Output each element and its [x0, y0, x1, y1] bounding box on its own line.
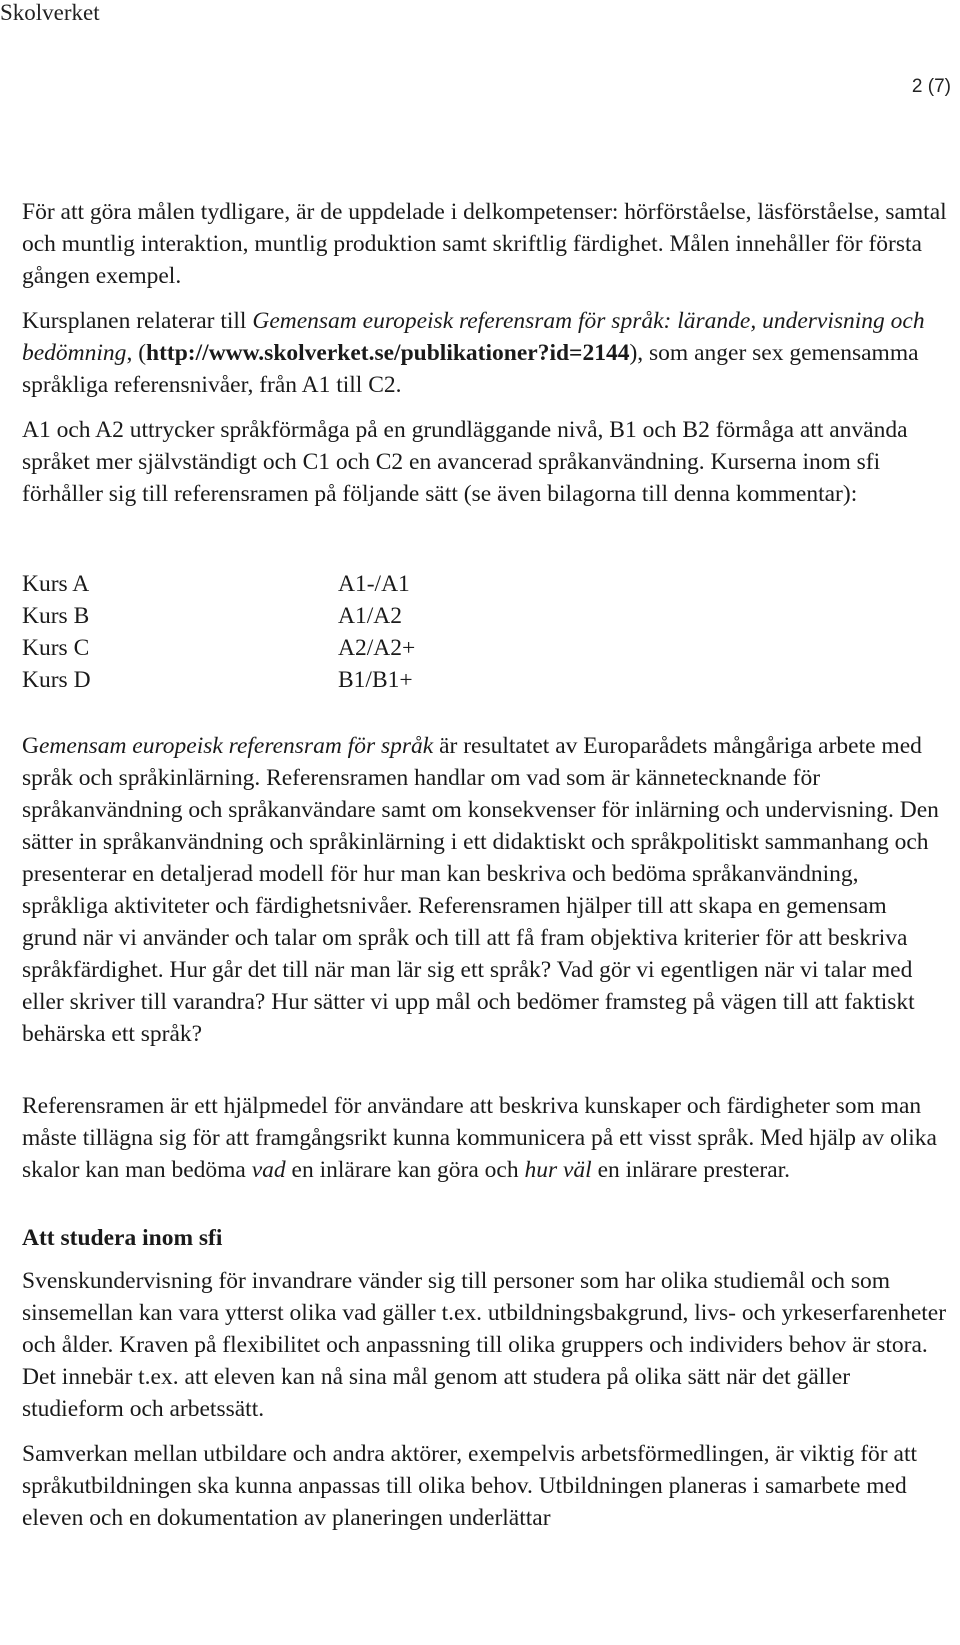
text: Kursplanen relaterar till: [22, 308, 253, 334]
paragraph-studies: Svenskundervisning för invandrare vänder sig till personer som har olika studiemål och som sinsemellan kan vara ytterst olika vad gäller t.ex. utbildningsbakgrund, livs- och yrkeserfarenheter och ålder. Kraven på flexibilitet och anpassning till olika gruppers och individers behov är stora. Det innebär t.ex. att eleven kan nå sina mål genom att studera på olika sätt när det gäller studieform och arbetssätt.: [22, 1268, 947, 1422]
text: ), som anger sex gemensamma språkliga referensnivåer, från A1 till C2.: [22, 340, 919, 398]
course-name: Kurs A: [22, 571, 90, 597]
course-row: [22, 600, 947, 632]
emphasis-what: vad: [251, 1157, 286, 1183]
reference-title: Gemensam europeisk referensram för språk: lärande, undervisning och bedömning: [22, 308, 925, 366]
course-level: A1/A2: [338, 603, 402, 629]
text: en inlärare presterar.: [591, 1157, 791, 1183]
emphasis-how-well: hur väl: [524, 1157, 592, 1183]
text: Referensramen är ett hjälpmedel för användare att beskriva kunskaper och färdigheter som man måste tillägna sig för att framgångsrikt kunna kommunicera på ett visst språk. Med hjälp av olika skalor kan man bedöma: [22, 1093, 937, 1183]
section-heading: Att studera inom sfi: [22, 1225, 223, 1251]
framework-title: emensam europeisk referensram för språk: [38, 733, 434, 759]
course-name: Kurs C: [22, 635, 90, 661]
course-name: Kurs B: [22, 603, 90, 629]
course-name: Kurs D: [22, 667, 91, 693]
organization-name: Skolverket: [0, 0, 100, 25]
paragraph-framework: [22, 730, 947, 1050]
paragraph-curriculum: [22, 305, 947, 401]
course-level: A2/A2+: [338, 635, 416, 661]
course-row: [22, 664, 947, 696]
course-row: [22, 568, 947, 600]
paragraph-intro: För att göra målen tydligare, är de uppdelade i delkompetenser: hörförståelse, läsförståelse, samtal och muntlig interaktion, muntlig produktion samt skriftlig färdighet. Målen innehåller för första gången exempel.: [22, 199, 947, 289]
text: en inlärare kan göra och: [285, 1157, 525, 1183]
paragraph-levels: A1 och A2 uttrycker språkförmåga på en grundläggande nivå, B1 och B2 förmåga att använda språket mer självständigt och C1 och C2 en avancerad språkanvändning. Kurserna inom sfi förhåller sig till referensramen på följande sätt (se även bilagorna till denna kommentar):: [22, 417, 908, 507]
course-row: [22, 632, 947, 664]
text: , (: [126, 340, 147, 366]
course-level-table: [22, 568, 947, 696]
title-initial: G: [22, 733, 39, 759]
page-number: 2 (7): [911, 76, 951, 97]
text: är resultatet av Europarådets mångåriga arbete med språk och språkinlärning. Referensramen handlar om vad som är kännetecknande för språkanvändning och språkanvändare samt om konsekvenser för inlärning och undervisning. Den sätter in språkanvändning och språkinlärning i ett didaktiskt och språkpolitiskt sammanhang och presenterar en detaljerad modell för hur man kan beskriva och bedöma språkanvändning, språkliga aktiviteter och färdighetsnivåer. Referensramen hjälper till att skapa en gemensam grund när vi använder och talar om språk och till att få fram objektiva kriterier för att beskriva språkfärdighet. Hur går det till när man lär sig ett språk? Vad gör vi egentligen när vi talar med eller skriver till varandra? Hur sätter vi upp mål och bedömer framsteg på vägen till att faktiskt behärska ett språk?: [22, 733, 939, 1047]
course-level: B1/B1+: [338, 667, 413, 693]
document-body: [22, 196, 947, 1534]
publication-link[interactable]: http://www.skolverket.se/publikationer?id=2144: [146, 340, 630, 366]
paragraph-cooperation: Samverkan mellan utbildare och andra aktörer, exempelvis arbetsförmedlingen, är viktig för att språkutbildningen ska kunna anpassas till olika behov. Utbildningen planeras i samarbete med eleven och en dokumentation av planeringen underlättar: [22, 1441, 917, 1531]
paragraph-tool: [22, 1090, 947, 1186]
course-level: A1-/A1: [338, 571, 410, 597]
